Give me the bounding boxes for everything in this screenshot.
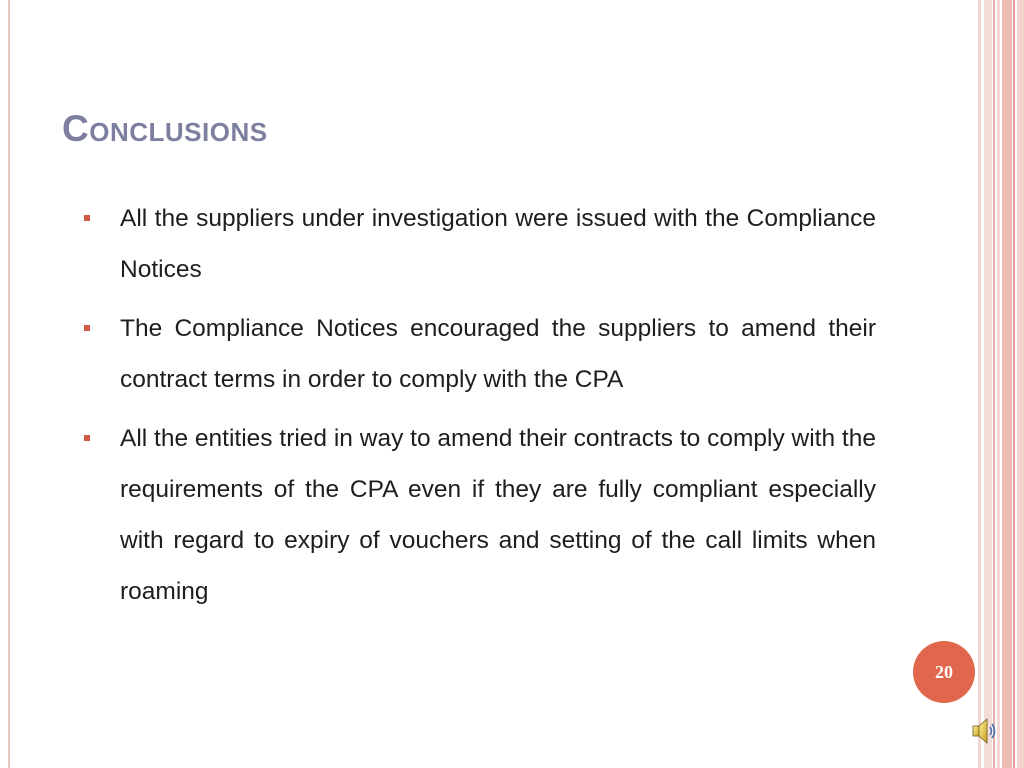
slide-title: Conclusions [62, 108, 268, 149]
bullet-item [82, 303, 876, 405]
bullet-text: All the suppliers under investigation were issued with the Compliance Notices [120, 205, 876, 283]
page-number-badge: 20 [913, 641, 975, 703]
bullet-text: The Compliance Notices encouraged the suppliers to amend their contract terms in order to comply with the CPA [120, 315, 876, 393]
bullet-marker-icon [84, 215, 90, 221]
bullet-marker-icon [84, 435, 90, 441]
right-border-stripe [1017, 0, 1024, 768]
right-border-stripe [984, 0, 992, 768]
speaker-icon[interactable] [972, 716, 998, 746]
bullet-marker-icon [84, 325, 90, 331]
bullet-item [82, 193, 876, 295]
right-border-stripe [993, 0, 995, 768]
bullet-text: All the entities tried in way to amend their contracts to comply with the requirements of the CPA even if they are fully compliant especially with regard to expiry of vouchers and setting of the call limits when roaming [120, 425, 876, 605]
right-border-stripe [997, 0, 1000, 768]
right-border-stripe [1002, 0, 1012, 768]
left-border [8, 0, 10, 768]
bullet-list [82, 193, 876, 625]
right-border-stripe [978, 0, 981, 768]
bullet-item [82, 413, 876, 617]
right-border-stripe [1013, 0, 1015, 768]
